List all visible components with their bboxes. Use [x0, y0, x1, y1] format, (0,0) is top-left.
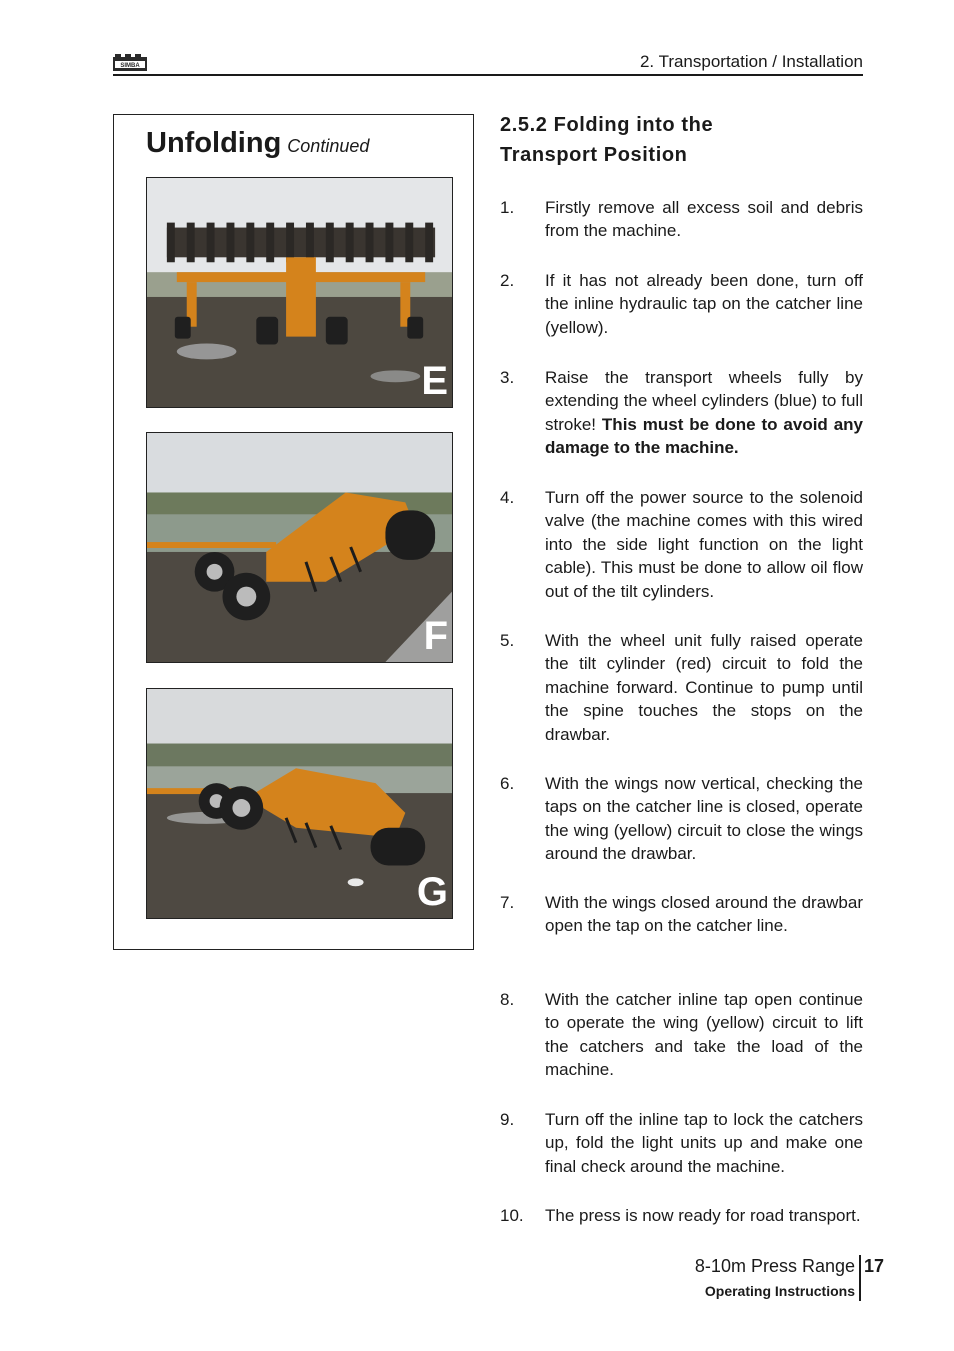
footer-divider: [859, 1255, 861, 1301]
section-heading-line1: 2.5.2 Folding into the: [500, 114, 714, 136]
step-text-warning: This must be done to avoid any damage to the machine.: [545, 414, 863, 458]
step-number: 9.: [500, 1110, 515, 1129]
panel-title: [146, 127, 369, 160]
page-number: 17: [864, 1256, 885, 1276]
step-text-regular: Raise the transport wheels fully by extending the wheel cylinders (blue) to full stroke!: [545, 368, 863, 434]
step-7: [500, 891, 863, 938]
photo-e-image: [147, 178, 452, 407]
step-text: Firstly remove all excess soil and debris from the machine.: [545, 198, 863, 241]
header-section-title: 2. Transportation / Installation: [639, 52, 863, 71]
photo-g-image: [147, 689, 452, 918]
step-text: With the wings now vertical, checking the taps on the catcher line is closed, operate the wing (yellow) circuit to close the wings around the drawbar.: [545, 774, 863, 864]
simba-logo: [113, 53, 147, 73]
step-text: With the catcher inline tap open continue to operate the wing (yellow) circuit to lift the catchers and take the load of the machine.: [545, 990, 863, 1080]
step-number: 7.: [500, 893, 515, 912]
step-number: 1.: [500, 198, 515, 217]
footer-subtitle: Operating Instructions: [704, 1283, 855, 1299]
step-5: [500, 629, 863, 746]
step-text: Turn off the power source to the solenoid valve (the machine comes with this wired into the side light function on the light cable). This must be done to allow oil flow out of the tilt cylinders.: [545, 488, 863, 601]
footer-title: 8-10m Press Range: [694, 1256, 855, 1276]
step-number: 2.: [500, 271, 515, 290]
photo-e-label: E: [421, 359, 448, 403]
step-3: [500, 366, 863, 460]
step-9: [500, 1108, 863, 1178]
photo-f: [146, 432, 453, 663]
step-number: 8.: [500, 990, 515, 1009]
logo-text: SIMBA: [120, 63, 140, 69]
panel-title-subtitle: Continued: [287, 136, 370, 156]
header-rule: [113, 74, 863, 76]
step-number: 4.: [500, 488, 515, 507]
step-10: [500, 1204, 863, 1227]
step-1: [500, 196, 863, 243]
photo-f-label: F: [423, 614, 448, 658]
step-2: [500, 269, 863, 339]
step-text: [545, 366, 863, 460]
step-8: [500, 988, 863, 1082]
photo-g-label: G: [416, 870, 448, 914]
step-4: [500, 486, 863, 603]
step-text: With the wings closed around the drawbar open the tap on the catcher line.: [545, 893, 863, 936]
step-number: 10.: [500, 1206, 524, 1225]
photo-e: [146, 177, 453, 408]
step-number: 3.: [500, 368, 515, 387]
section-heading: [500, 110, 863, 170]
step-text: If it has not already been done, turn off the inline hydraulic tap on the catcher line (yellow).: [545, 271, 863, 337]
panel-title-main: Unfolding: [146, 127, 282, 159]
section-heading-line2: Transport Position: [500, 144, 688, 166]
photo-f-image: [147, 433, 452, 662]
step-6: [500, 772, 863, 866]
step-number: 5.: [500, 631, 515, 650]
step-text: The press is now ready for road transport.: [545, 1206, 861, 1225]
step-text: With the wheel unit fully raised operate the tilt cylinder (red) circuit to fold the machine forward. Continue to pump until the spine touches the stops on the drawbar.: [545, 631, 863, 744]
photo-g: [146, 688, 453, 919]
step-number: 6.: [500, 774, 515, 793]
step-text: Turn off the inline tap to lock the catchers up, fold the light units up and make one final check around the machine.: [545, 1110, 863, 1176]
unfolding-panel: [113, 114, 474, 950]
